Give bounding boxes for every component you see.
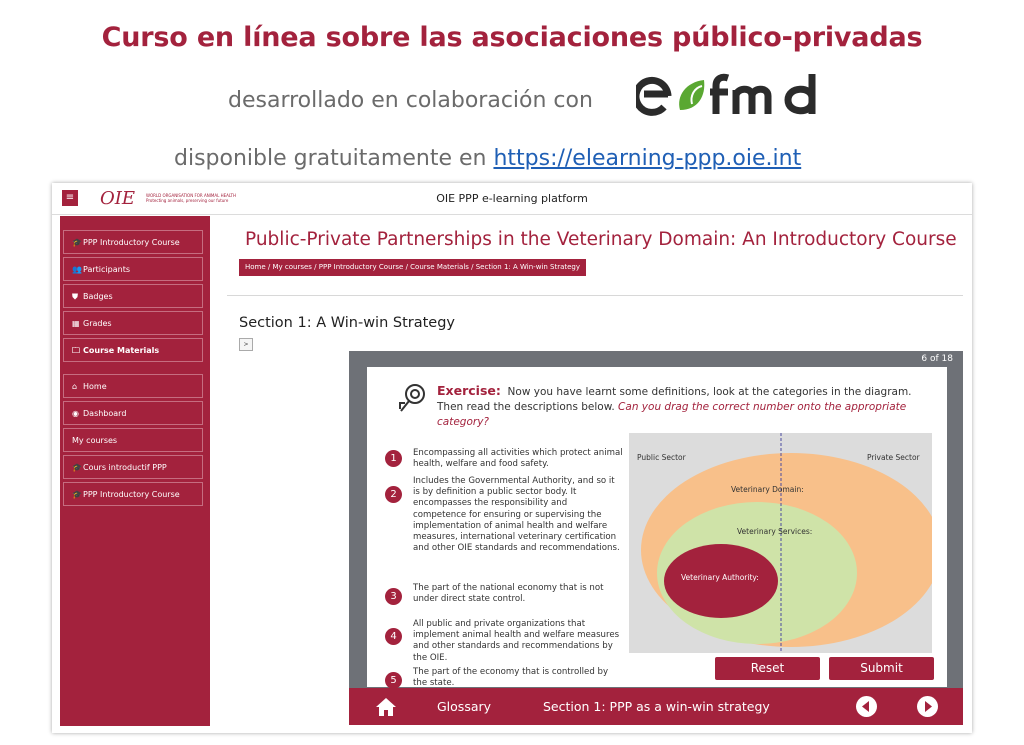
breadcrumb-section[interactable]: Section 1: A Win-win Strategy (475, 263, 581, 271)
reset-button[interactable]: Reset (715, 657, 820, 680)
private-sector-label: Private Sector (867, 453, 920, 462)
exercise-question: Can you drag the correct number onto the appropriate category? (437, 401, 907, 428)
sidebar-item-label: My courses (72, 436, 118, 445)
table-icon: ▦ (72, 319, 80, 328)
folder-icon: 🗀 (72, 346, 80, 355)
sidebar-item-course-materials[interactable] (63, 338, 203, 362)
platform-title: OIE PPP e-learning platform (436, 192, 588, 205)
sidebar-item-badges[interactable] (63, 284, 203, 308)
breadcrumb-home[interactable]: Home (245, 263, 266, 271)
exercise-slide (367, 367, 947, 687)
number-badge[interactable]: 1 (385, 450, 402, 467)
shield-icon: ⛊ (72, 292, 78, 301)
expand-toggle-icon[interactable]: > (239, 338, 253, 351)
veterinary-authority-label[interactable]: Veterinary Authority: (681, 573, 759, 582)
breadcrumb-separator: / (403, 263, 411, 271)
divider (227, 295, 963, 296)
sidebar-item-label: PPP Introductory Course (83, 238, 180, 247)
sector-diagram (629, 433, 932, 653)
footer-section-title: Section 1: PPP as a win-win strategy (543, 699, 770, 714)
number-badge[interactable]: 5 (385, 672, 402, 689)
item-description: Includes the Governmental Authority, and so it is by definition a public sector body. It encompasses the responsibility and competence for ensuring or supervising the implementation of animal health and welfare measures, international veterinary certification and other OIE standards and recommendations. (413, 476, 620, 554)
graduation-cap-icon: 🎓 (72, 490, 82, 499)
veterinary-domain-label[interactable]: Veterinary Domain: (731, 485, 804, 494)
home-icon[interactable] (375, 697, 397, 717)
slide-counter: 6 of 18 (921, 354, 953, 364)
sidebar-item-label: Badges (83, 292, 113, 301)
sidebar-item-home[interactable] (63, 374, 203, 398)
item-description: The part of the national economy that is not under direct state control. (413, 583, 604, 605)
hamburger-menu-icon[interactable]: ≡ (62, 190, 78, 206)
previous-icon[interactable] (856, 696, 877, 717)
course-title: Public-Private Partnerships in the Veterinary Domain: An Introductory Course (245, 229, 957, 250)
sidebar-item-label: Course Materials (83, 346, 160, 355)
promo-availability-text: disponible gratuitamente en (174, 146, 494, 171)
veterinary-services-label[interactable]: Veterinary Services: (737, 527, 813, 536)
oie-logo-subtitle: WORLD ORGANISATION FOR ANIMAL HEALTH Protecting animals, preserving our future (146, 193, 236, 203)
submit-button[interactable]: Submit (829, 657, 934, 680)
drag-hand-icon (397, 381, 431, 415)
sidebar-item-participants[interactable] (63, 257, 203, 281)
breadcrumb-separator: / (468, 263, 476, 271)
section-title: Section 1: A Win-win Strategy (239, 315, 456, 331)
exercise-text: Now you have learnt some definitions, look at the categories in the diagram. Then read the descriptions below. (437, 386, 912, 413)
breadcrumb-course-materials[interactable]: Course Materials (410, 263, 469, 271)
sidebar-item-label: PPP Introductory Course (83, 490, 180, 499)
number-badge[interactable]: 2 (385, 486, 402, 503)
elearning-player (349, 351, 963, 725)
sidebar-item-dashboard[interactable] (63, 401, 203, 425)
breadcrumb-my-courses[interactable]: My courses (272, 263, 312, 271)
promo-availability (174, 146, 801, 171)
breadcrumb (239, 259, 586, 276)
promo-title: Curso en línea sobre las asociaciones público-privadas (101, 22, 923, 53)
graduation-cap-icon: 🎓 (72, 463, 82, 472)
item-description: The part of the economy that is controlled by the state. (413, 667, 609, 689)
sidebar-item-label: Cours introductif PPP (83, 463, 167, 472)
sidebar-item-grades[interactable] (63, 311, 203, 335)
breadcrumb-separator: / (265, 263, 273, 271)
sidebar-item-ppp-course-2[interactable] (63, 482, 203, 506)
number-badge[interactable]: 3 (385, 588, 402, 605)
oie-logo: OIE (100, 188, 136, 209)
exercise-label: Exercise: (437, 383, 501, 398)
exercise-instructions (437, 383, 937, 430)
sidebar-item-label: Dashboard (83, 409, 127, 418)
eofmd-logo (636, 66, 826, 122)
graduation-cap-icon: 🎓 (72, 238, 82, 247)
item-description: All public and private organizations that implement animal health and welfare measures and other standards and recommendations by the OIE. (413, 619, 620, 663)
users-icon: 👥 (72, 265, 82, 274)
promo-subtitle: desarrollado en colaboración con (228, 88, 593, 113)
sidebar-item-label: Home (83, 382, 107, 391)
public-sector-label: Public Sector (637, 453, 686, 462)
sidebar (60, 216, 210, 726)
sidebar-item-label: Grades (83, 319, 112, 328)
platform-window (52, 183, 972, 733)
glossary-button[interactable]: Glossary (437, 699, 492, 714)
next-icon[interactable] (917, 696, 938, 717)
sidebar-item-label: Participants (83, 265, 130, 274)
breadcrumb-separator: / (311, 263, 319, 271)
top-navbar (52, 183, 972, 215)
breadcrumb-course[interactable]: PPP Introductory Course (318, 263, 404, 271)
course-link[interactable]: https://elearning-ppp.oie.int (493, 146, 802, 171)
player-footer (349, 688, 963, 725)
sidebar-item-ppp-course[interactable] (63, 230, 203, 254)
sidebar-item-cours-introductif[interactable] (63, 455, 203, 479)
home-icon: ⌂ (72, 382, 78, 391)
item-description: Encompassing all activities which protect animal health, welfare and food safety. (413, 448, 623, 470)
sidebar-item-my-courses[interactable] (63, 428, 203, 452)
number-badge[interactable]: 4 (385, 628, 402, 645)
dashboard-icon: ◉ (72, 409, 79, 418)
